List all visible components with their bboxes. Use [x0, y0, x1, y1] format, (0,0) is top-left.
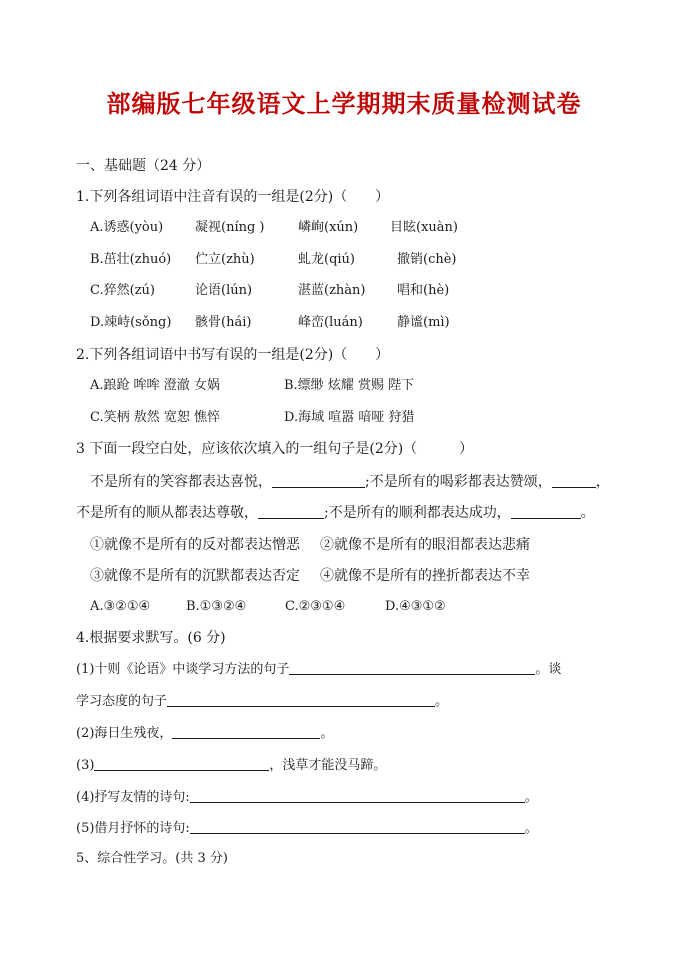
- answer-blank[interactable]: [272, 473, 365, 488]
- q3-passage-text: ;不是所有的顺利都表达成功，: [324, 505, 511, 521]
- q3-sentence-1: ①就像不是所有的反对都表达憎恶: [90, 537, 300, 553]
- answer-blank[interactable]: [289, 660, 535, 675]
- q1-option-b-word1: B.茁壮(zhuó): [90, 252, 172, 267]
- q4-item-text: 。: [524, 821, 538, 836]
- answer-blank[interactable]: [552, 473, 596, 488]
- q1-option-d-word3: 峰峦(luán): [298, 315, 363, 330]
- q3-passage-text: ;不是所有的喝彩都表达赞颂，: [365, 474, 552, 490]
- q4-item-2: [76, 724, 333, 743]
- section-heading: 一、基础题（24 分）: [76, 158, 211, 174]
- q3-passage-text: ，: [595, 474, 610, 490]
- q1-option-a-word4: 目眩(xuàn): [390, 220, 458, 235]
- q3-passage-line1: [90, 473, 610, 491]
- q1-option-c-word2: 论语(lún): [195, 283, 253, 298]
- q1-option-a-word2: 凝视(níng ): [195, 220, 265, 235]
- question-2-stem: 2.下列各组词语中书写有误的一组是(2分)（ ）: [76, 347, 390, 363]
- q4-item-text: (1)十则《论语》中谈学习方法的句子: [76, 662, 290, 677]
- q4-item-text: 。: [524, 790, 538, 805]
- q4-item-1-line2: [76, 692, 448, 711]
- q4-item-text: 。: [320, 726, 334, 741]
- q1-option-c-word4: 唱和(hè): [397, 283, 450, 298]
- answer-blank[interactable]: [94, 756, 269, 771]
- q4-item-text: (3): [76, 758, 95, 773]
- question-4-stem: 4.根据要求默写。(6 分): [76, 630, 226, 646]
- q2-option-a: A.踉跄 哞哞 澄澈 女娲: [90, 378, 220, 393]
- q3-passage-text: 不是所有的顺从都表达尊敬，: [76, 505, 258, 521]
- q3-passage-text: 。: [580, 505, 595, 521]
- q3-choice-b: B.①③②④: [186, 599, 247, 614]
- q2-option-b: B.缥缈 炫耀 赏赐 陛下: [284, 378, 415, 393]
- q1-option-b-word3: 虬龙(qiú): [298, 252, 355, 267]
- q1-option-c-word3: 湛蓝(zhàn): [298, 283, 366, 298]
- q2-option-c: C.笑柄 敖然 宽恕 憔悴: [90, 410, 221, 425]
- q1-option-b-word2: 伫立(zhù): [195, 252, 255, 267]
- q3-choice-a: A.③②①④: [90, 599, 151, 614]
- q4-item-text: 学习态度的句子: [76, 694, 168, 709]
- q3-sentence-4: ④就像不是所有的挫折都表达不幸: [320, 568, 530, 584]
- q1-option-a-word3: 嶙峋(xún): [298, 220, 359, 235]
- q3-passage-text: 不是所有的笑容都表达喜悦，: [90, 474, 272, 490]
- q3-choice-c: C.②③①④: [285, 599, 346, 614]
- q4-item-text: 。谈: [535, 662, 562, 677]
- q4-item-text: 。: [435, 694, 449, 709]
- answer-blank[interactable]: [190, 788, 525, 803]
- question-1-stem: 1.下列各组词语中注音有误的一组是(2分)（ ）: [76, 189, 390, 205]
- q4-item-3: [76, 756, 386, 775]
- q4-item-text: (5)借月抒怀的诗句:: [76, 821, 190, 836]
- question-3-stem: 3 下面一段空白处，应该依次填入的一组句子是(2分)（ ）: [76, 441, 474, 457]
- q2-option-d: D.海域 喧嚣 喑哑 狩猎: [284, 410, 415, 425]
- answer-blank[interactable]: [258, 504, 324, 519]
- q4-item-text: (4)抒写友情的诗句:: [76, 790, 190, 805]
- q1-option-c-word1: C.猝然(zú): [90, 283, 155, 298]
- q1-option-d-word4: 静谧(mì): [397, 315, 450, 330]
- answer-blank[interactable]: [511, 504, 581, 519]
- q3-choice-d: D.④③①②: [385, 599, 446, 614]
- q1-option-b-word4: 撤销(chè): [397, 252, 457, 267]
- q4-item-4: [76, 788, 538, 807]
- q3-sentence-2: ②就像不是所有的眼泪都表达悲痛: [320, 537, 530, 553]
- q4-item-1-line1: [76, 660, 561, 679]
- question-5-stem: 5、综合性学习。(共 3 分): [76, 851, 228, 866]
- q3-passage-line2: [76, 504, 595, 522]
- page-title: 部编版七年级语文上学期期末质量检测试卷: [106, 90, 582, 118]
- q1-option-d-word2: 骸骨(hái): [195, 315, 252, 330]
- q4-item-5: [76, 819, 538, 838]
- q1-option-a-word1: A.诱惑(yòu): [90, 220, 164, 235]
- answer-blank[interactable]: [190, 819, 525, 834]
- answer-blank[interactable]: [172, 724, 320, 739]
- q4-item-text: ，浅草才能没马蹄。: [269, 758, 387, 773]
- q1-option-d-word1: D.竦峙(sǒng): [90, 315, 172, 330]
- q3-sentence-3: ③就像不是所有的沉默都表达否定: [90, 568, 300, 584]
- answer-blank[interactable]: [167, 692, 435, 707]
- q4-item-text: (2)海日生残夜，: [76, 726, 173, 741]
